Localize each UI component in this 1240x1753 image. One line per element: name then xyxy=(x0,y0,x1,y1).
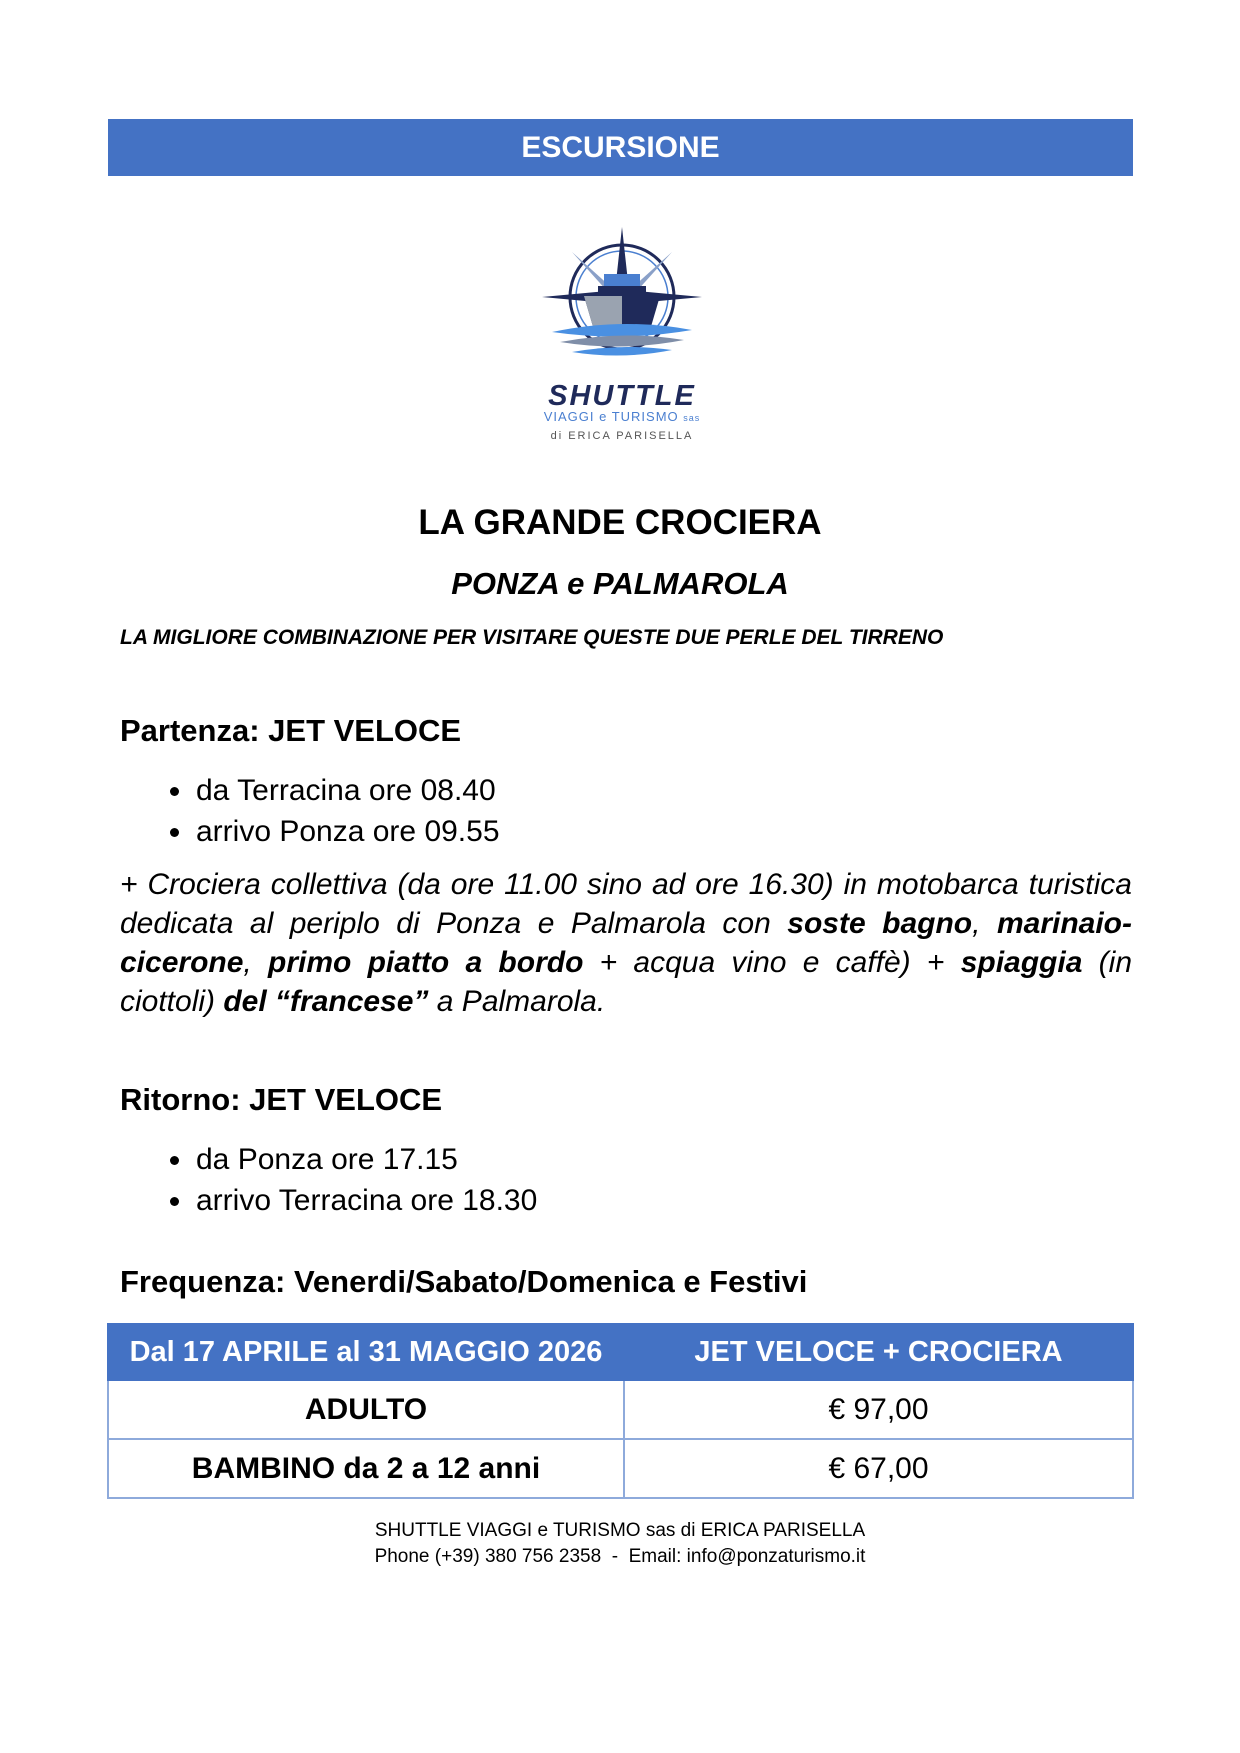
list-item: • arrivo Terracina ore 18.30 xyxy=(194,1180,537,1221)
price-category: ADULTO xyxy=(108,1380,624,1439)
logo-owner: di ERICA PARISELLA xyxy=(550,430,694,442)
return-heading: Ritorno: JET VELOCE xyxy=(120,1082,443,1117)
price-table xyxy=(107,1323,1134,1499)
cruise-description: + Crociera collettiva (da ore 11.00 sino ad ore 16.30) in motobarca turistica dedicata al periplo di Ponza e Palmarola con soste bagno, marinaio-cicerone, primo piatto a bordo + acqua vino e caffè) + spiaggia (in ciottoli) del “francese” a Palmarola. xyxy=(120,868,1132,1018)
table-row xyxy=(108,1439,1133,1498)
footer-contact: Phone (+39) 380 756 2358 - Email: info@ponzaturismo.it xyxy=(374,1546,866,1567)
departure-heading: Partenza: JET VELOCE xyxy=(120,713,462,748)
price-value: € 67,00 xyxy=(624,1439,1133,1498)
price-value: € 97,00 xyxy=(624,1380,1133,1439)
tagline: LA MIGLIORE COMBINAZIONE PER VISITARE QUESTE DUE PERLE DEL TIRRENO xyxy=(120,626,944,649)
footer-company: SHUTTLE VIAGGI e TURISMO sas di ERICA PARISELLA xyxy=(374,1520,866,1541)
price-product-header: JET VELOCE + CROCIERA xyxy=(624,1324,1133,1380)
page-subtitle: PONZA e PALMAROLA xyxy=(451,566,789,601)
price-period-header: Dal 17 APRILE al 31 MAGGIO 2026 xyxy=(108,1324,624,1380)
ship-compass-icon xyxy=(512,222,732,382)
frequency-heading: Frequenza: Venerdi/Sabato/Domenica e Festivi xyxy=(120,1264,808,1299)
list-item: • da Terracina ore 08.40 xyxy=(194,770,500,811)
page-title: LA GRANDE CROCIERA xyxy=(418,503,822,542)
departure-list xyxy=(120,770,500,852)
company-logo xyxy=(512,222,732,452)
header-banner: ESCURSIONE xyxy=(108,119,1133,176)
table-row xyxy=(108,1380,1133,1439)
footer xyxy=(0,1518,1240,1570)
price-category: BAMBINO da 2 a 12 anni xyxy=(108,1439,624,1498)
list-item: • da Ponza ore 17.15 xyxy=(194,1139,537,1180)
logo-subtitle: VIAGGI e TURISMO sas xyxy=(543,409,701,424)
list-item: • arrivo Ponza ore 09.55 xyxy=(194,811,500,852)
return-list xyxy=(120,1139,537,1221)
logo-brand: SHUTTLE xyxy=(548,380,696,412)
